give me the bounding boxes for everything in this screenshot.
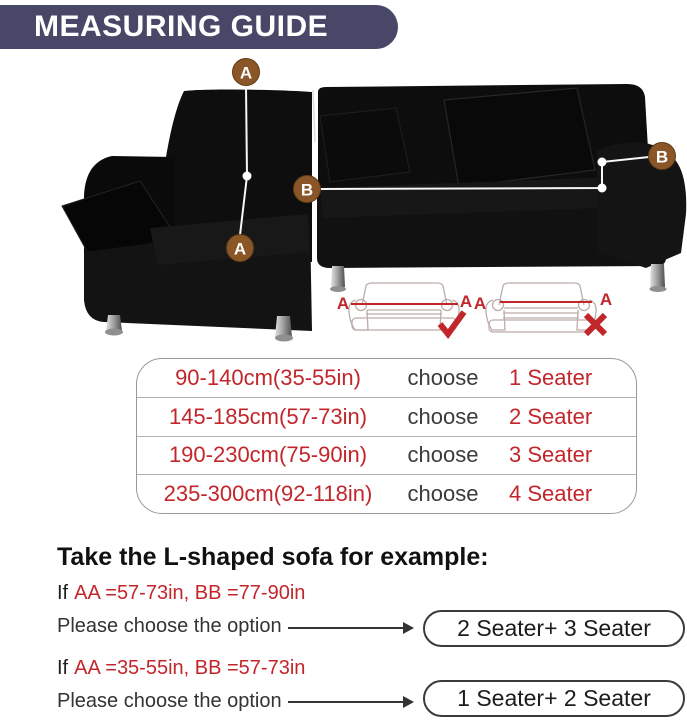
table-row — [137, 398, 636, 437]
arrow-right-icon — [288, 627, 404, 629]
condition-text — [57, 657, 305, 680]
marker-b-right — [649, 143, 676, 170]
condition-values: AA =35-55in, BB =57-73in — [74, 657, 306, 679]
svg-text:A: A — [233, 239, 247, 259]
seater-option: 2 Seater — [509, 403, 593, 429]
marker-a-bottom — [227, 235, 254, 262]
choose-label: choose — [407, 364, 479, 390]
left-back-pillow — [320, 108, 410, 182]
result-pill — [423, 680, 685, 717]
sofa-measurement-scene — [0, 0, 687, 350]
mini-incorrect-label-left: A — [473, 294, 487, 313]
result-pill — [423, 610, 685, 647]
arrow-right-icon — [288, 701, 404, 703]
seater-option: 4 Seater — [509, 481, 593, 507]
condition-text — [57, 582, 305, 605]
mini-correct-label-right: A — [459, 292, 473, 311]
size-range: 190-230cm(75-90in) — [168, 442, 368, 468]
table-row — [137, 475, 636, 513]
table-row — [137, 437, 636, 476]
incorrect-measurement-diagram — [474, 283, 612, 334]
size-table — [136, 358, 637, 514]
instruction-text: Please choose the option — [57, 690, 282, 712]
correct-measurement-diagram — [337, 283, 472, 334]
l-shaped-sofa-photo — [62, 84, 686, 342]
svg-text:A: A — [239, 63, 253, 83]
table-row — [137, 359, 636, 398]
seater-option: 3 Seater — [509, 442, 593, 468]
mini-correct-label-left: A — [336, 294, 350, 313]
mini-incorrect-label-right: A — [599, 290, 613, 309]
seater-option: 1 Seater — [509, 364, 593, 390]
if-label: If — [57, 582, 69, 604]
page-title: MEASURING GUIDE — [34, 10, 329, 43]
svg-text:B: B — [300, 180, 314, 200]
marker-a-top — [233, 59, 260, 86]
size-range: 145-185cm(57-73in) — [168, 403, 368, 429]
choose-label: choose — [407, 481, 479, 507]
choose-label: choose — [407, 403, 479, 429]
example-title: Take the L-shaped sofa for example: — [57, 543, 489, 571]
result-text: 1 Seater+ 2 Seater — [457, 685, 651, 711]
check-icon — [440, 312, 464, 334]
right-back-pillow — [444, 88, 595, 187]
size-range: 235-300cm(92-118in) — [163, 481, 373, 507]
condition-values: AA =57-73in, BB =77-90in — [74, 582, 306, 604]
choose-label: choose — [407, 442, 479, 468]
if-label: If — [57, 657, 69, 679]
svg-text:B: B — [655, 147, 669, 167]
instruction-text: Please choose the option — [57, 615, 282, 637]
marker-b-left — [294, 176, 321, 203]
result-text: 2 Seater+ 3 Seater — [457, 615, 651, 641]
size-range: 90-140cm(35-55in) — [175, 364, 361, 390]
